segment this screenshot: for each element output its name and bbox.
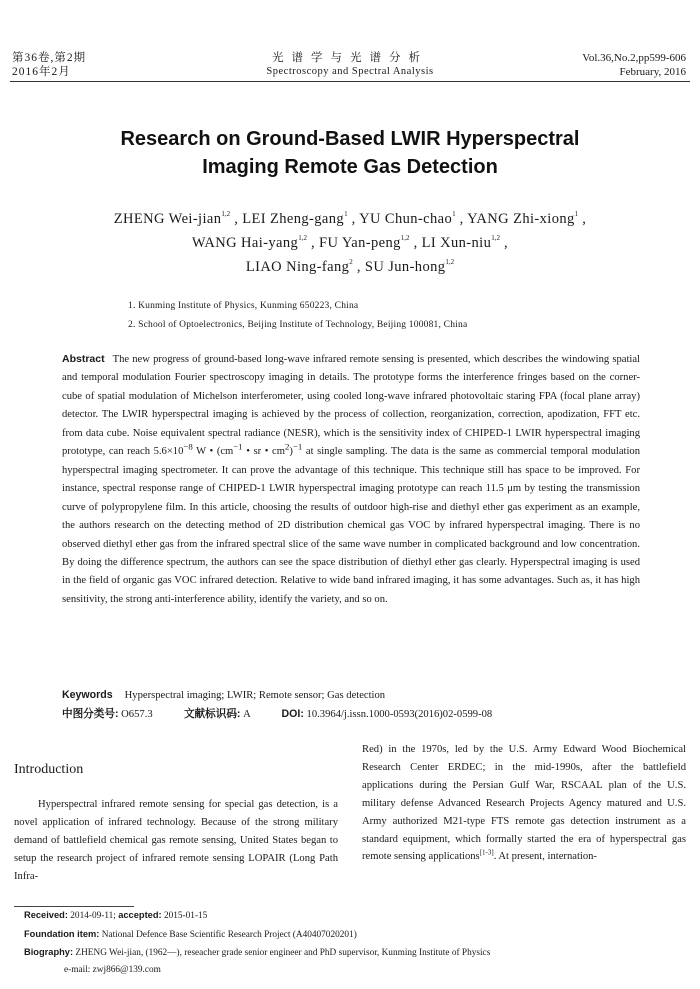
abstract-exponent: −8 bbox=[183, 441, 193, 452]
body-column-left bbox=[14, 796, 338, 886]
doc-code-value: A bbox=[243, 709, 251, 720]
foundation-label: Foundation item: bbox=[24, 929, 100, 939]
author-name: , FU Yan-peng bbox=[310, 235, 401, 251]
intro-paragraph-continued bbox=[362, 741, 686, 866]
footnote-foundation bbox=[24, 926, 686, 944]
header-rule bbox=[10, 81, 690, 82]
author-affil-sup: 1,2 bbox=[298, 234, 307, 242]
volume-cn: 第36卷,第2期 bbox=[12, 52, 87, 64]
doi-value[interactable]: 10.3964/j.issn.1000-0593(2016)02-0599-08 bbox=[306, 709, 493, 720]
author-name: , YU Chun-chao bbox=[351, 211, 453, 227]
footnote-email bbox=[24, 962, 686, 979]
keywords bbox=[62, 686, 385, 705]
received-label: Received: bbox=[24, 910, 68, 920]
author-name: ZHENG Wei-jian bbox=[113, 211, 222, 227]
author-name: , YANG Zhi-xiong bbox=[459, 211, 575, 227]
abstract-exponent: −1 bbox=[292, 441, 303, 452]
keywords-text: Hyperspectral imaging; LWIR; Remote sensor; Gas detection bbox=[124, 690, 386, 701]
abstract-text: The new progress of ground-based long-wave infrared remote sensing is presented, which describes the windowing spatial and temporal modulation Fourier spectroscopy imaging in details. The prototype forms the interference fringes based on the corner-cube of spatial modulation of Michelson interferometer, using cooled long-wave infrared photovoltaic staring FPA (focal plane array) detector. The LWIR hyperspectral imaging is achieved by the process of collection, reorganization, correction, apodization, FFT etc. from data cube. Noise equivalent spectral radiance (NESR), which is the sensitivity index of CHIPED-1 LWIR hyperspectral imaging prototype, can reach 5.6×10 bbox=[62, 354, 640, 458]
journal-volume-issue bbox=[12, 51, 86, 79]
author-line-1 bbox=[40, 207, 660, 231]
footnote-received bbox=[24, 907, 686, 925]
affiliation-2: 2. School of Optoelectronics, Beijing Institute of Technology, Beijing 100081, China bbox=[128, 320, 468, 330]
author-email[interactable]: e-mail: zwj866@139.com bbox=[64, 965, 161, 975]
journal-name bbox=[200, 51, 500, 79]
biography-label: Biography: bbox=[24, 947, 74, 957]
article-title bbox=[60, 125, 640, 181]
author-affil-sup: 1,2 bbox=[221, 210, 231, 218]
foundation-value: National Defence Base Scientific Research Project (A40407020201) bbox=[101, 930, 357, 940]
clc-label: 中图分类号: bbox=[62, 708, 119, 720]
author-separator: , bbox=[582, 211, 587, 227]
abstract-label: Abstract bbox=[62, 353, 105, 365]
abstract-text: • sr • cm bbox=[242, 446, 285, 458]
volume-pages: Vol.36,No.2,pp599-606 bbox=[582, 52, 686, 64]
author-line-2 bbox=[40, 231, 660, 255]
accepted-date: 2015-01-15 bbox=[163, 911, 208, 921]
citation-ref[interactable]: [1-3] bbox=[479, 848, 494, 857]
abstract-text: ) bbox=[289, 446, 293, 458]
author-affil-sup: 1 bbox=[452, 210, 456, 218]
title-line-1: Research on Ground-Based LWIR Hyperspectral bbox=[120, 128, 580, 150]
abstract-text: at single sampling. The data is the same as commercial temporal modulation hyperspectral imaging spectrometer. It can prove the advantage of this technique. This technique still has space to be improved. For instance, spectral response range of CHIPED-1 LWIR hyperspectral imaging prototype can reach 11.5 μm by testing the transmission curve of polypropylene film. In this article, choosing the results of outdoor high-rise and diethyl ether gas experiment as an example, the authors research on the detecting method of 2D distribution chemical gas VOC by infrared hyperspectral imaging. There is no observed diethyl ether gas from the infrared spectral slice of the same wave number in complicated background and low concentration. By doing the difference spectrum, the authors can see the space distribution of diethyl ether gas clearly. Hyperspectral imaging is used in the field of organic gas VOC infrared detection. Relative to wide band infrared imaging, it has some advantages. Such as, it has high sensitivity, the strong anti-interference ability, identify the variety, and so on. bbox=[62, 446, 640, 605]
paragraph-text: Red) in the 1970s, led by the U.S. Army Edward Wood Biochemical Research Center ERDEC; in the mid-1990s, after the battlefield applications during the Persian Gulf War, RSCAAL plan of the U.S. military defense Advanced Research Projects Agency matured and U.S. Army authorized M21-type FTS remote gas detection instrument as a standard equipment, which formally started the era of hyperspectral gas remote sensing applications bbox=[362, 744, 686, 863]
clc-value: O657.3 bbox=[121, 709, 153, 720]
accepted-label: accepted: bbox=[118, 910, 162, 920]
author-name: LIAO Ning-fang bbox=[245, 259, 350, 275]
author-affil-sup: 2 bbox=[349, 258, 353, 266]
journal-name-en: Spectroscopy and Spectral Analysis bbox=[266, 66, 434, 77]
doc-code-label: 文献标识码: bbox=[183, 708, 241, 720]
journal-name-cn: 光谱学与光谱分析 bbox=[272, 52, 428, 64]
author-affil-sup: 1,2 bbox=[445, 258, 455, 266]
author-affil-sup: 1,2 bbox=[491, 234, 501, 242]
issue-date: February, 2016 bbox=[619, 66, 686, 78]
date-cn: 2016年2月 bbox=[12, 66, 71, 78]
paragraph-text: . At present, internation- bbox=[493, 851, 597, 863]
footnote-biography bbox=[24, 944, 686, 962]
abstract-text: W • (cm bbox=[192, 446, 234, 458]
abstract bbox=[62, 350, 640, 609]
author-name: WANG Hai-yang bbox=[191, 235, 299, 251]
author-line-3 bbox=[40, 255, 660, 279]
body-column-right bbox=[362, 741, 686, 866]
abstract-exponent: −1 bbox=[233, 441, 243, 452]
keywords-label: Keywords bbox=[62, 689, 113, 701]
intro-paragraph: Hyperspectral infrared remote sensing for special gas detection, is a novel application of infrared technology. Because of the strong military demand of battlefield chemical gas remote sensing, United States began to setup the research project of infrared remote sensing LOPAIR (Long Path Infra- bbox=[14, 799, 338, 882]
doi-label: DOI: bbox=[281, 708, 304, 720]
journal-citation bbox=[582, 51, 686, 79]
biography-value: ZHENG Wei-jian, (1962—), reseacher grade senior engineer and PhD supervisor, Kunming Institute of Physics bbox=[75, 948, 491, 958]
abstract-exponent: 2 bbox=[284, 441, 290, 452]
affiliation-1: 1. Kunming Institute of Physics, Kunming 650223, China bbox=[128, 301, 359, 311]
author-name: , LEI Zheng-gang bbox=[234, 211, 345, 227]
received-date: 2014-09-11; bbox=[70, 911, 116, 921]
author-name: , LI Xun-niu bbox=[413, 235, 492, 251]
author-name: , SU Jun-hong bbox=[356, 259, 446, 275]
author-affil-sup: 1,2 bbox=[400, 234, 410, 242]
section-heading-introduction: Introduction bbox=[14, 762, 84, 777]
author-affil-sup: 1 bbox=[574, 210, 579, 218]
author-separator: , bbox=[504, 235, 509, 251]
author-affil-sup: 1 bbox=[344, 210, 348, 218]
title-line-2: Imaging Remote Gas Detection bbox=[202, 156, 498, 178]
author-list bbox=[40, 207, 660, 279]
classification-line bbox=[62, 705, 492, 724]
